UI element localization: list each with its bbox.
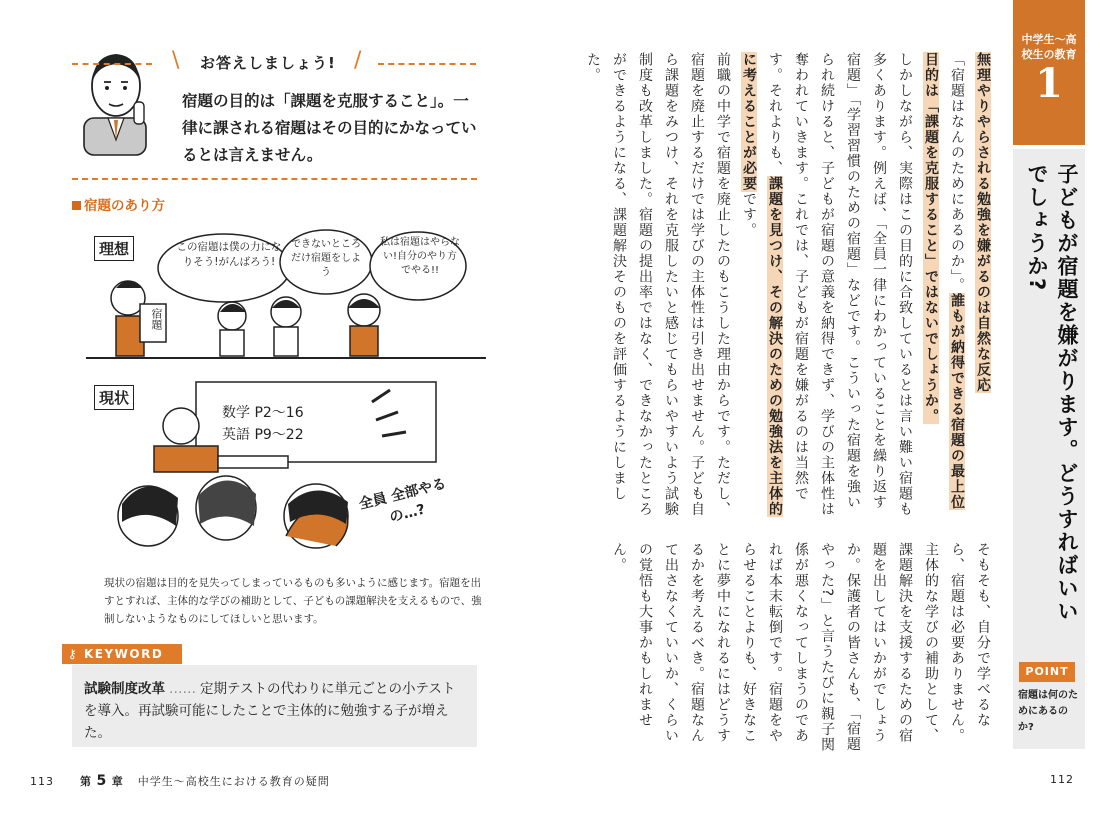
keyword-separator: …… — [169, 681, 196, 697]
body-highlight: 誰もが納得できる宿題の最上位目的は「課題を克服すること」ではないでしょうか。 — [923, 52, 965, 510]
body-paragraph: しかしながら、実際はこの目的に合致しているとは言い難い宿題も多くあります。例えば、「全員一律にわかっていることを繰り返す宿題」「学習習慣のための宿題」などです。こういった宿題を強いられ続けると、子どもが宿題の意義を納得できず、学びの主体性は奪われていきます。これでは、子どもが宿題を嫌がるのは当然です。 — [767, 52, 913, 517]
speech-bubble: 私は宿題はやらない!自分のやり方でやる!! — [380, 237, 460, 276]
answer-body: 宿題の目的は「課題を克服すること」。一律に課される宿題はその目的にかなっているとは言えません。 — [182, 92, 477, 164]
chapter-prefix: 第 — [80, 775, 92, 788]
point-tab: POINT — [1019, 662, 1075, 682]
keyword-text — [84, 678, 468, 744]
illustration-caption: 現状の宿題は目的を見失ってしまっているものも多いように感じます。宿題を出すとすれば、主体的な学びの補助として、子どもの課題解決を支えるもので、強制しないようなものにしてほしいと思います。 — [104, 577, 482, 625]
divider — [72, 178, 477, 180]
chapter-suffix: 章 — [111, 775, 124, 788]
left-page — [0, 0, 540, 814]
chapter-label: 中学生〜高校生の教育 — [1021, 33, 1077, 61]
keyword-label: KEYWORD — [84, 647, 164, 661]
body-paragraph: それよりも、 — [767, 83, 783, 176]
body-text-top — [585, 52, 996, 520]
slash-left-icon: \ — [172, 48, 180, 73]
footer-left — [30, 773, 330, 789]
chapter-number: 5 — [96, 773, 108, 789]
page-number: 113 — [30, 775, 54, 788]
body-text-bottom: そもそも、自分で学べるなら、宿題は必要ありません。主体的な学びの補助として、課題解決を支援するための宿題を出してはいかがでしょうか。保護者の皆さんも、「宿題やった?」と言うたびに親子関係が悪くなってしまうのであれば本末転倒です。宿題をやらせることよりも、好きなことに夢中になれるにはどうするかを考えるべき。宿題なんて出さなくていいか、くらいの覚悟も大事かもしれません。 — [611, 542, 991, 753]
board-line: 英語 P9〜22 — [222, 427, 304, 443]
main-title: 子どもが宿題を嫌がります。どうすればいいでしょうか? — [1025, 163, 1079, 623]
speech-bubble: できないところだけ宿題をしよう — [291, 239, 361, 278]
keyword-tab — [62, 644, 182, 664]
answer-heading: お答えしましょう! — [200, 54, 336, 72]
chapter-number: 1 — [1035, 60, 1063, 107]
ideal-label: 理想 — [94, 236, 134, 261]
student-text: 全員 全部やるの…? — [357, 475, 448, 526]
body-highlight: 無理やりやらされる勉強を嫌がるのは自然な反応 — [975, 52, 991, 393]
teacher-illustration — [76, 40, 156, 155]
divider — [378, 63, 476, 65]
slash-right-icon: / — [354, 48, 362, 73]
body-highlight: 課題を見つけ、その解決のための勉強法を主体的に考えることが必要 — [741, 52, 783, 517]
keyword-definition: 定期テストの代わりに単元ごとの小テストを導入。再試験可能にしたことで主体的に勉強する子が増えた。 — [84, 681, 456, 741]
body-paragraph: です。 — [741, 191, 757, 238]
body-paragraph: 「宿題はなんのためにあるのか」。 — [949, 52, 965, 293]
keyword-term: 試験制度改革 — [84, 681, 165, 697]
chapter-box — [1013, 0, 1085, 145]
chapter-title: 中学生〜高校生における教育の疑問 — [137, 775, 330, 788]
divider — [72, 63, 152, 65]
page-number: 112 — [1050, 773, 1074, 786]
board-line: 数学 P2〜16 — [222, 405, 304, 421]
key-icon: ⚷ — [67, 647, 79, 661]
speech-bubble: この宿題は僕の力になりそう!がんばろう! — [176, 241, 282, 268]
sign-text: 宿題 — [150, 308, 163, 330]
section-heading: 宿題のあり方 — [72, 194, 165, 214]
point-text: 宿題は何のためにあるのか? — [1018, 690, 1078, 733]
current-label: 現状 — [94, 385, 134, 410]
body-paragraph: 前職の中学で宿題を廃止したのもこうした理由からです。ただし、宿題を廃止するだけでは学びの主体性は引き出せません。子ども自ら課題をみつけ、それを克服したいと感じてもらいやすいよう試験制度も改革しました。宿題の提出率ではなく、できなかったところができるようになる、課題解決そのものを評価するようにしました。 — [585, 52, 731, 517]
